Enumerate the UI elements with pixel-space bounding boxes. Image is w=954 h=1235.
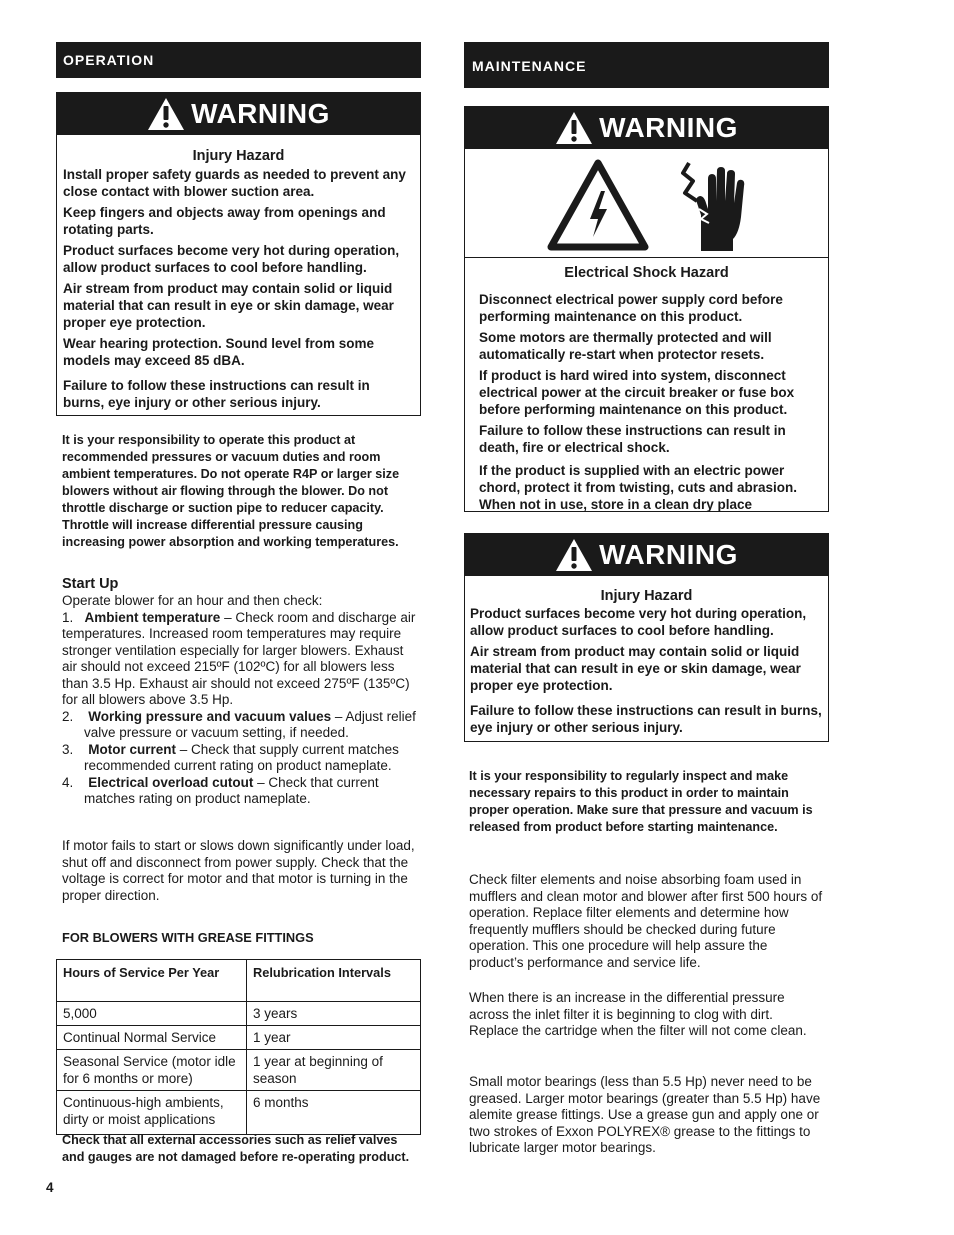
hazard-line: Wear hearing protection. Sound level from some models may exceed 85 dBA. <box>63 336 375 368</box>
motor-failure-note: If motor fails to start or slows down significantly under load, shut off and disconnect from power supply. Check that the voltage is correct for motor and that motor is turning in the proper direction. <box>62 838 415 903</box>
injury-hazard-title: Injury Hazard <box>600 588 693 604</box>
warning-banner <box>465 107 828 149</box>
table-cell: 1 year at beginning of season <box>247 1050 421 1091</box>
high-voltage-triangle-icon <box>547 159 649 251</box>
item-number: 3. <box>62 741 74 757</box>
table-cell: 3 years <box>247 1002 421 1026</box>
warning-triangle-icon <box>147 97 185 131</box>
startup-item <box>62 742 418 775</box>
electrical-symbol-area <box>465 149 828 258</box>
table-cell: 6 months <box>247 1091 421 1135</box>
hazard-line: Air stream from product may contain solid or liquid material that can result in eye or skin damage, wear proper eye protection. <box>63 281 394 330</box>
table-header: Relubrication Intervals <box>247 960 421 1002</box>
hazard-line: Product surfaces become very hot during operation, allow product surfaces to cool before handling. <box>63 243 400 275</box>
hazard-line: Failure to follow these instructions can result in burns, eye injury or other serious injury. <box>63 378 370 410</box>
operation-section-header <box>56 42 421 78</box>
warning-title: WARNING <box>191 98 330 129</box>
warning-banner <box>57 93 420 135</box>
table-cell: Continuous-high ambients, dirty or moist applications <box>57 1091 247 1135</box>
table-header-row <box>57 960 421 1002</box>
maintenance-paragraph: Small motor bearings (less than 5.5 Hp) never need to be greased. Larger motor bearings (greater than 5.5 Hp) have alemite grease fittings. Use a grease gun and apply one or two strokes of Exxon POLYREX® grease to the fittings to lubricate larger motor bearings. <box>469 1074 821 1155</box>
hazard-line: Install proper safety guards as needed to prevent any close contact with blower suction area. <box>63 167 406 199</box>
table-cell: 1 year <box>247 1026 421 1050</box>
electrical-warning-box <box>464 106 829 512</box>
startup-section <box>62 576 418 808</box>
warning-title: WARNING <box>599 112 738 143</box>
maintenance-paragraph: When there is an increase in the differential pressure across the inlet filter it is beginning to clog with dirt. Replace the cartridge when the filter will not come clean. <box>469 990 807 1038</box>
electrical-line: Disconnect electrical power supply cord before performing maintenance on this product. <box>479 292 783 324</box>
section-title: OPERATION <box>63 52 155 68</box>
item-term: Ambient temperature <box>84 609 221 625</box>
relubrication-table <box>56 959 421 1135</box>
table-cell: Seasonal Service (motor idle for 6 months or more) <box>57 1050 247 1091</box>
item-text: – Adjust relief valve pressure or vacuum setting, if needed. <box>84 708 416 740</box>
table-header: Hours of Service Per Year <box>57 960 247 1002</box>
injury-line: Product surfaces become very hot during operation, allow product surfaces to cool before handling. <box>470 606 807 638</box>
item-term: Electrical overload cutout <box>88 774 254 790</box>
startup-intro: Operate blower for an hour and then check: <box>62 593 323 608</box>
injury-hazard-title: Injury Hazard <box>192 148 285 164</box>
startup-item <box>62 709 418 742</box>
maintenance-responsibility-note: It is your responsibility to regularly inspect and make necessary repairs to this product in order to maintain proper operation. Make sure that pressure and vacuum is released from product before starting maintenance. <box>469 769 813 834</box>
table-row <box>57 1091 421 1135</box>
item-text: – Check room and discharge air temperatures. Increased room temperatures may require stronger ventilation especially for larger blowers. Exhaust air should not exceed 215ºF (102ºC) for all blowers less than 3.5 Hp. Exhaust air should not exceed 275ºF (135ºC) for all blowers above 3.5 Hp. <box>62 609 416 707</box>
item-number: 4. <box>62 774 74 790</box>
item-number: 2. <box>62 708 74 724</box>
startup-item <box>62 775 418 808</box>
warning-banner <box>465 534 828 576</box>
item-term: Motor current <box>88 741 177 757</box>
hazard-line: Keep fingers and objects away from openings and rotating parts. <box>63 205 386 237</box>
injury-line: Air stream from product may contain solid or liquid material that can result in eye or skin damage, wear proper eye protection. <box>470 644 801 693</box>
item-text: – Check that current matches rating on product nameplate. <box>84 774 379 806</box>
electric-shock-hand-icon <box>675 159 755 251</box>
table-cell: 5,000 <box>57 1002 247 1026</box>
warning-title: WARNING <box>599 539 738 570</box>
electrical-line: Failure to follow these instructions can result in death, fire or electrical shock. <box>479 423 786 455</box>
table-cell: Continual Normal Service <box>57 1026 247 1050</box>
table-row <box>57 1050 421 1091</box>
section-title: MAINTENANCE <box>472 58 587 74</box>
maintenance-section-header <box>464 42 829 88</box>
item-text: – Check that supply current matches recommended current rating on product nameplate. <box>84 741 399 773</box>
electrical-line: Some motors are thermally protected and will automatically re-start when protector resets. <box>479 330 772 362</box>
item-term: Working pressure and vacuum values <box>88 708 332 724</box>
grease-fittings-title: FOR BLOWERS WITH GREASE FITTINGS <box>62 930 314 945</box>
table-row <box>57 1002 421 1026</box>
electrical-hazard-title: Electrical Shock Hazard <box>564 265 729 281</box>
accessories-note: Check that all external accessories such as relief valves and gauges are not damaged before re-operating product. <box>62 1133 410 1164</box>
maintenance-paragraph: Check filter elements and noise absorbing foam used in mufflers and clean motor and blower after first 500 hours of operation. Replace filter elements and determine how frequently mufflers should be checked during future operation. This one procedure will help assure the product’s performance and service life. <box>469 872 823 970</box>
item-number: 1. <box>62 609 74 625</box>
startup-item <box>62 610 418 709</box>
injury-warning-box-2 <box>464 533 829 742</box>
warning-triangle-icon <box>555 111 593 145</box>
table-row <box>57 1026 421 1050</box>
injury-line: Failure to follow these instructions can result in burns, eye injury or other serious injury. <box>470 703 822 735</box>
warning-triangle-icon <box>555 538 593 572</box>
injury-warning-box <box>56 92 421 416</box>
electrical-line: If product is hard wired into system, disconnect electrical power at the circuit breaker or fuse box before performing maintenance on this product. <box>479 368 795 417</box>
startup-title: Start Up <box>62 576 119 592</box>
page-number: 4 <box>46 1180 54 1195</box>
operation-responsibility-note: It is your responsibility to operate this product at recommended pressures or vacuum duties and room ambient temperatures. Do not operate R4P or larger size blowers without air flowing through the blower. Do not throttle discharge or suction pipe to reducer capacity. Throttle will increase differential pressure causing increasing power absorption and working temperatures. <box>62 433 400 549</box>
electrical-line: If the product is supplied with an electric power chord, protect it from twisting, cuts and abrasion. When not in use, store in a clean dry place <box>479 463 798 512</box>
